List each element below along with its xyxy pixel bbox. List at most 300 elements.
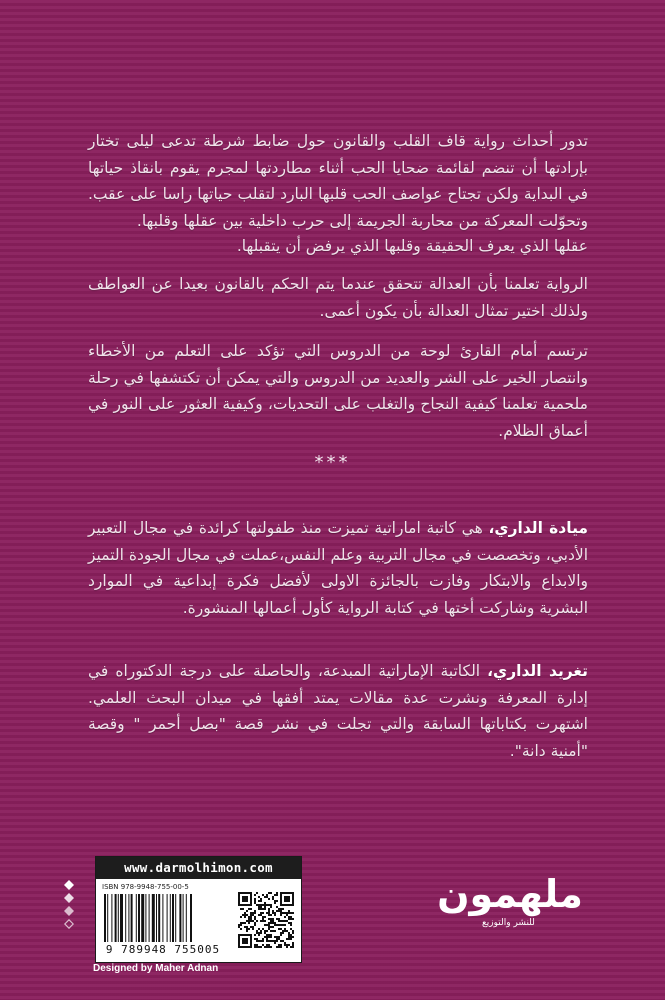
qr-module [284, 916, 286, 918]
barcode-bar [170, 894, 171, 942]
qr-module [276, 940, 278, 942]
author-bio-2 [88, 658, 588, 764]
qr-module [292, 912, 294, 914]
qr-module [248, 916, 250, 918]
qr-module [254, 894, 256, 896]
website-url: www.darmolhimon.com [96, 857, 301, 879]
qr-module [264, 920, 266, 922]
publisher-tagline: للنشر والتوزيع [482, 918, 535, 928]
qr-module [262, 944, 264, 946]
qr-module [290, 916, 292, 918]
barcode-bar [158, 894, 160, 942]
diamond-icon [64, 893, 74, 903]
qr-module [284, 896, 290, 902]
qr-module [278, 938, 280, 940]
qr-module [270, 946, 272, 948]
qr-module [280, 946, 282, 948]
qr-module [270, 926, 272, 928]
qr-module [240, 924, 242, 926]
qr-module [260, 912, 262, 914]
qr-module [256, 932, 258, 934]
qr-module [290, 938, 292, 940]
qr-module [260, 906, 262, 908]
qr-module [266, 896, 268, 898]
qr-module [262, 920, 264, 922]
qr-module [272, 922, 274, 924]
qr-module [264, 906, 266, 908]
qr-module [260, 920, 262, 922]
qr-module [250, 912, 252, 914]
qr-module [238, 924, 240, 926]
qr-module [262, 912, 264, 914]
qr-module [268, 928, 270, 930]
qr-module [290, 912, 292, 914]
qr-module [272, 910, 274, 912]
qr-module [272, 918, 274, 920]
qr-module [258, 908, 260, 910]
summary-paragraph-1: تدور أحداث رواية قاف القلب والقانون حول ضابط شرطة تدعى ليلى تختار بإرادتها أن تنضم لقائمة ضحايا الحب أثناء مطاردتها لمجرم يقوم بانقاذ حياتها في البداية ولكن تجتاح عواصف الحب قلبها البارد لتقلب حياتها راسا على عقب. وتحوّلت المعركة من محاربة الجريمة إلى حرب داخلية بين عقلها وقلبها. [88, 132, 588, 230]
qr-module [292, 944, 294, 946]
qr-module [254, 938, 256, 940]
qr-module [254, 900, 256, 902]
qr-module [274, 922, 276, 924]
qr-module [250, 916, 252, 918]
qr-module [260, 930, 262, 932]
publisher-logo-text: ملهمون [437, 872, 583, 916]
barcode-bar [175, 894, 176, 942]
qr-module [286, 930, 288, 932]
qr-module [290, 934, 292, 936]
qr-module [262, 916, 264, 918]
qr-module [238, 926, 240, 928]
qr-module [274, 894, 276, 896]
qr-module [276, 894, 278, 896]
author-name-1: ميادة الداري، [488, 519, 588, 537]
qr-module [272, 926, 274, 928]
section-separator: *** [314, 452, 351, 473]
qr-module [254, 898, 256, 900]
barcode-label [95, 856, 302, 963]
qr-module [254, 918, 256, 920]
qr-module [260, 940, 262, 942]
qr-module [276, 938, 278, 940]
qr-module [258, 900, 260, 902]
qr-module [284, 928, 286, 930]
qr-module [288, 916, 290, 918]
qr-module [268, 914, 270, 916]
qr-module [256, 920, 258, 922]
qr-module [292, 942, 294, 944]
qr-module [280, 914, 282, 916]
qr-module [284, 930, 286, 932]
qr-module [252, 914, 254, 916]
qr-module [268, 934, 270, 936]
qr-module [244, 926, 246, 928]
author-name-2: تغريد الداري، [487, 662, 588, 680]
qr-module [262, 904, 264, 906]
qr-module [266, 912, 268, 914]
qr-module [246, 920, 248, 922]
qr-module [280, 934, 282, 936]
qr-module [278, 918, 280, 920]
qr-module [290, 918, 292, 920]
qr-module [240, 908, 242, 910]
barcode-bar [149, 894, 150, 942]
qr-module [260, 914, 262, 916]
qr-module [258, 914, 260, 916]
qr-module [262, 918, 264, 920]
qr-module [258, 928, 260, 930]
qr-module [288, 918, 290, 920]
barcode-bar [145, 894, 146, 942]
diamond-outline-icon [64, 919, 74, 929]
qr-module [274, 900, 276, 902]
barcode-bar [138, 894, 140, 942]
qr-module [268, 912, 270, 914]
qr-module [280, 924, 282, 926]
qr-module [264, 904, 266, 906]
qr-module [266, 904, 268, 906]
barcode-bar [183, 894, 184, 942]
qr-module [246, 914, 248, 916]
qr-module [268, 892, 270, 894]
qr-module [242, 908, 244, 910]
qr-module [276, 924, 278, 926]
qr-module [244, 912, 246, 914]
qr-module [282, 924, 284, 926]
isbn-number: 9 789948 755005 [105, 943, 221, 956]
qr-module [286, 914, 288, 916]
qr-module [292, 918, 294, 920]
qr-code-icon [238, 892, 294, 948]
qr-module [262, 908, 264, 910]
qr-module [268, 946, 270, 948]
qr-module [290, 928, 292, 930]
qr-module [264, 936, 266, 938]
qr-module [254, 946, 256, 948]
qr-module [268, 936, 270, 938]
qr-module [258, 906, 260, 908]
summary-paragraph-4: ترتسم أمام القارئ لوحة من الدروس التي تؤكد على التعلم من الأخطاء وانتصار الخير على الشر والعديد من الدروس والتي يمكن أن تكتشفها في رحلة ملحمية تعلمنا كيفية النجاح والتغلب على التحديات، وكيفية العثور على النور في أعماق الظلام. [88, 342, 588, 440]
author-bio-text-1: هي كاتبة اماراتية تميزت منذ طفولتها كرائدة في مجال التعبير الأدبي، وتخصصت في مجال التربية وعلم النفس،عملت في مجال الجودة التميز والابداع والابتكار وفازت بالجائزة الاولى لأفضل فكرة إبداعية في الموارد البشرية وشاركت أختها في كتابة الرواية كأول أعمالها المنشورة. [88, 519, 588, 617]
qr-module [250, 908, 252, 910]
qr-module [278, 924, 280, 926]
qr-module [248, 920, 250, 922]
qr-module [286, 944, 288, 946]
qr-module [282, 930, 284, 932]
qr-module [278, 910, 280, 912]
qr-module [276, 892, 278, 894]
qr-module [264, 902, 266, 904]
qr-module [280, 912, 282, 914]
barcode-bar [111, 894, 112, 942]
qr-module [254, 916, 256, 918]
barcode-bar [131, 894, 133, 942]
qr-module [266, 940, 268, 942]
qr-module [264, 908, 266, 910]
qr-module [290, 936, 292, 938]
qr-module [280, 928, 282, 930]
qr-module [266, 946, 268, 948]
qr-module [266, 936, 268, 938]
qr-module [242, 938, 248, 944]
summary-paragraph-2: عقلها الذي يعرف الحقيقة وقلبها الذي يرفض أن يتقبلها. [236, 237, 588, 255]
qr-module [270, 940, 272, 942]
qr-module [288, 912, 290, 914]
qr-module [272, 898, 274, 900]
qr-module [264, 924, 266, 926]
qr-module [256, 892, 258, 894]
qr-module [258, 934, 260, 936]
qr-module [280, 940, 282, 942]
qr-module [256, 946, 258, 948]
qr-module [258, 940, 260, 942]
qr-module [258, 946, 260, 948]
qr-module [244, 916, 246, 918]
barcode-bar [186, 894, 187, 942]
qr-module [276, 946, 278, 948]
qr-module [276, 918, 278, 920]
qr-module [266, 944, 268, 946]
qr-module [260, 900, 262, 902]
qr-module [246, 926, 248, 928]
qr-module [254, 922, 256, 924]
qr-module [278, 920, 280, 922]
qr-module [288, 944, 290, 946]
barcode-bar [190, 894, 192, 942]
qr-module [246, 910, 248, 912]
barcode-bar [104, 894, 106, 942]
qr-module [268, 908, 270, 910]
qr-module [280, 910, 282, 912]
qr-module [270, 936, 272, 938]
qr-module [286, 920, 288, 922]
qr-module [262, 894, 264, 896]
qr-module [256, 938, 258, 940]
barcode-bar [167, 894, 168, 942]
qr-module [260, 898, 262, 900]
qr-module [256, 930, 258, 932]
qr-module [292, 946, 294, 948]
qr-module [262, 938, 264, 940]
qr-module [254, 912, 256, 914]
qr-module [270, 892, 272, 894]
diamond-icon [64, 906, 74, 916]
qr-module [264, 896, 266, 898]
qr-module [280, 908, 282, 910]
qr-module [284, 920, 286, 922]
qr-module [252, 926, 254, 928]
qr-module [288, 932, 290, 934]
qr-module [240, 916, 242, 918]
qr-module [278, 908, 280, 910]
qr-module [268, 940, 270, 942]
qr-module [268, 910, 270, 912]
qr-module [288, 934, 290, 936]
qr-module [290, 924, 292, 926]
qr-module [290, 922, 292, 924]
qr-module [242, 922, 244, 924]
qr-module [260, 932, 262, 934]
qr-module [270, 904, 272, 906]
qr-module [264, 930, 266, 932]
qr-module [272, 930, 274, 932]
qr-module [276, 910, 278, 912]
qr-module [288, 936, 290, 938]
barcode-bar [107, 894, 108, 942]
qr-module [268, 926, 270, 928]
qr-module [266, 934, 268, 936]
qr-module [248, 922, 250, 924]
qr-module [250, 926, 252, 928]
qr-module [264, 932, 266, 934]
qr-module [282, 932, 284, 934]
qr-module [274, 924, 276, 926]
qr-module [276, 906, 278, 908]
qr-module [262, 928, 264, 930]
qr-module [278, 946, 280, 948]
qr-module [286, 938, 288, 940]
qr-module [260, 946, 262, 948]
qr-module [282, 912, 284, 914]
qr-module [258, 932, 260, 934]
qr-module [252, 912, 254, 914]
qr-module [250, 920, 252, 922]
qr-module [284, 912, 286, 914]
barcode-bar [118, 894, 119, 942]
qr-module [268, 918, 270, 920]
barcode-bar [115, 894, 117, 942]
qr-module [284, 944, 286, 946]
qr-module [242, 914, 244, 916]
qr-module [268, 924, 270, 926]
qr-module [266, 924, 268, 926]
barcode-bar [156, 894, 157, 942]
barcode-bar [179, 894, 181, 942]
qr-module [288, 910, 290, 912]
qr-module [272, 912, 274, 914]
qr-module [272, 920, 274, 922]
qr-module [286, 946, 288, 948]
qr-module [250, 918, 252, 920]
qr-module [246, 930, 248, 932]
qr-module [292, 936, 294, 938]
qr-module [268, 904, 270, 906]
qr-module [276, 900, 278, 902]
qr-module [240, 922, 242, 924]
barcode-bar [120, 894, 123, 942]
qr-module [258, 904, 260, 906]
qr-module [240, 928, 242, 930]
barcode-bar [136, 894, 137, 942]
publisher-logo [430, 872, 590, 942]
summary-paragraph-3: الرواية تعلمنا بأن العدالة تتحقق عندما يتم الحكم بالقانون بعيدا عن العواطف ولذلك اختير تمثال العدالة بأن يكون أعمى. [88, 275, 588, 320]
qr-module [248, 928, 250, 930]
author-bio-1 [88, 515, 588, 621]
qr-module [244, 922, 246, 924]
barcode-bar [128, 894, 129, 942]
qr-module [254, 924, 256, 926]
qr-module [284, 924, 286, 926]
qr-module [270, 922, 272, 924]
qr-module [286, 912, 288, 914]
isbn-label: ISBN 978-9948-755-00-5 [102, 883, 189, 891]
qr-module [242, 896, 248, 902]
barcode-bar [162, 894, 163, 942]
designer-credit: Designed by Maher Adnan [93, 963, 219, 974]
qr-module [270, 918, 272, 920]
qr-module [278, 936, 280, 938]
qr-module [268, 944, 270, 946]
qr-module [270, 930, 272, 932]
qr-module [256, 940, 258, 942]
qr-module [248, 908, 250, 910]
qr-module [288, 922, 290, 924]
barcode-bar [141, 894, 144, 942]
qr-module [246, 928, 248, 930]
qr-module [268, 898, 270, 900]
qr-module [280, 944, 282, 946]
qr-module [274, 942, 276, 944]
qr-module [268, 922, 270, 924]
qr-module [282, 908, 284, 910]
qr-module [264, 946, 266, 948]
qr-module [290, 946, 292, 948]
qr-module [272, 940, 274, 942]
qr-module [266, 894, 268, 896]
qr-module [274, 936, 276, 938]
qr-module [276, 936, 278, 938]
qr-module [248, 918, 250, 920]
qr-module [256, 944, 258, 946]
qr-module [264, 916, 266, 918]
qr-module [252, 920, 254, 922]
qr-module [254, 910, 256, 912]
qr-module [270, 934, 272, 936]
qr-module [274, 940, 276, 942]
qr-module [270, 906, 272, 908]
qr-module [250, 914, 252, 916]
barcode-bar [172, 894, 174, 942]
qr-module [288, 938, 290, 940]
qr-module [258, 896, 260, 898]
qr-module [280, 920, 282, 922]
qr-module [270, 914, 272, 916]
barcode-bar [125, 894, 126, 942]
qr-module [260, 908, 262, 910]
barcode-icon [102, 894, 228, 942]
qr-module [262, 940, 264, 942]
qr-module [270, 920, 272, 922]
qr-module [274, 902, 276, 904]
qr-module [272, 896, 274, 898]
qr-module [254, 902, 256, 904]
qr-module [278, 944, 280, 946]
qr-module [274, 914, 276, 916]
qr-module [266, 938, 268, 940]
author-bio-text-2: الكاتبة الإماراتية المبدعة، والحاصلة على درجة الدكتوراه في إدارة المعرفة ونشرت عدة مقالات يمتد أفقها في ميدان البحث العلمي. اشتهرت بكتاباتها السابقة والتي تجلت في نشر قصة "بصل أحمر " وقصة "أمنية دانة". [88, 662, 588, 760]
qr-module [282, 920, 284, 922]
qr-module [284, 942, 286, 944]
qr-module [256, 904, 258, 906]
qr-module [244, 914, 246, 916]
qr-module [292, 930, 294, 932]
qr-module [266, 930, 268, 932]
qr-module [260, 904, 262, 906]
diamond-icon [64, 880, 74, 890]
qr-module [292, 932, 294, 934]
qr-module [274, 930, 276, 932]
